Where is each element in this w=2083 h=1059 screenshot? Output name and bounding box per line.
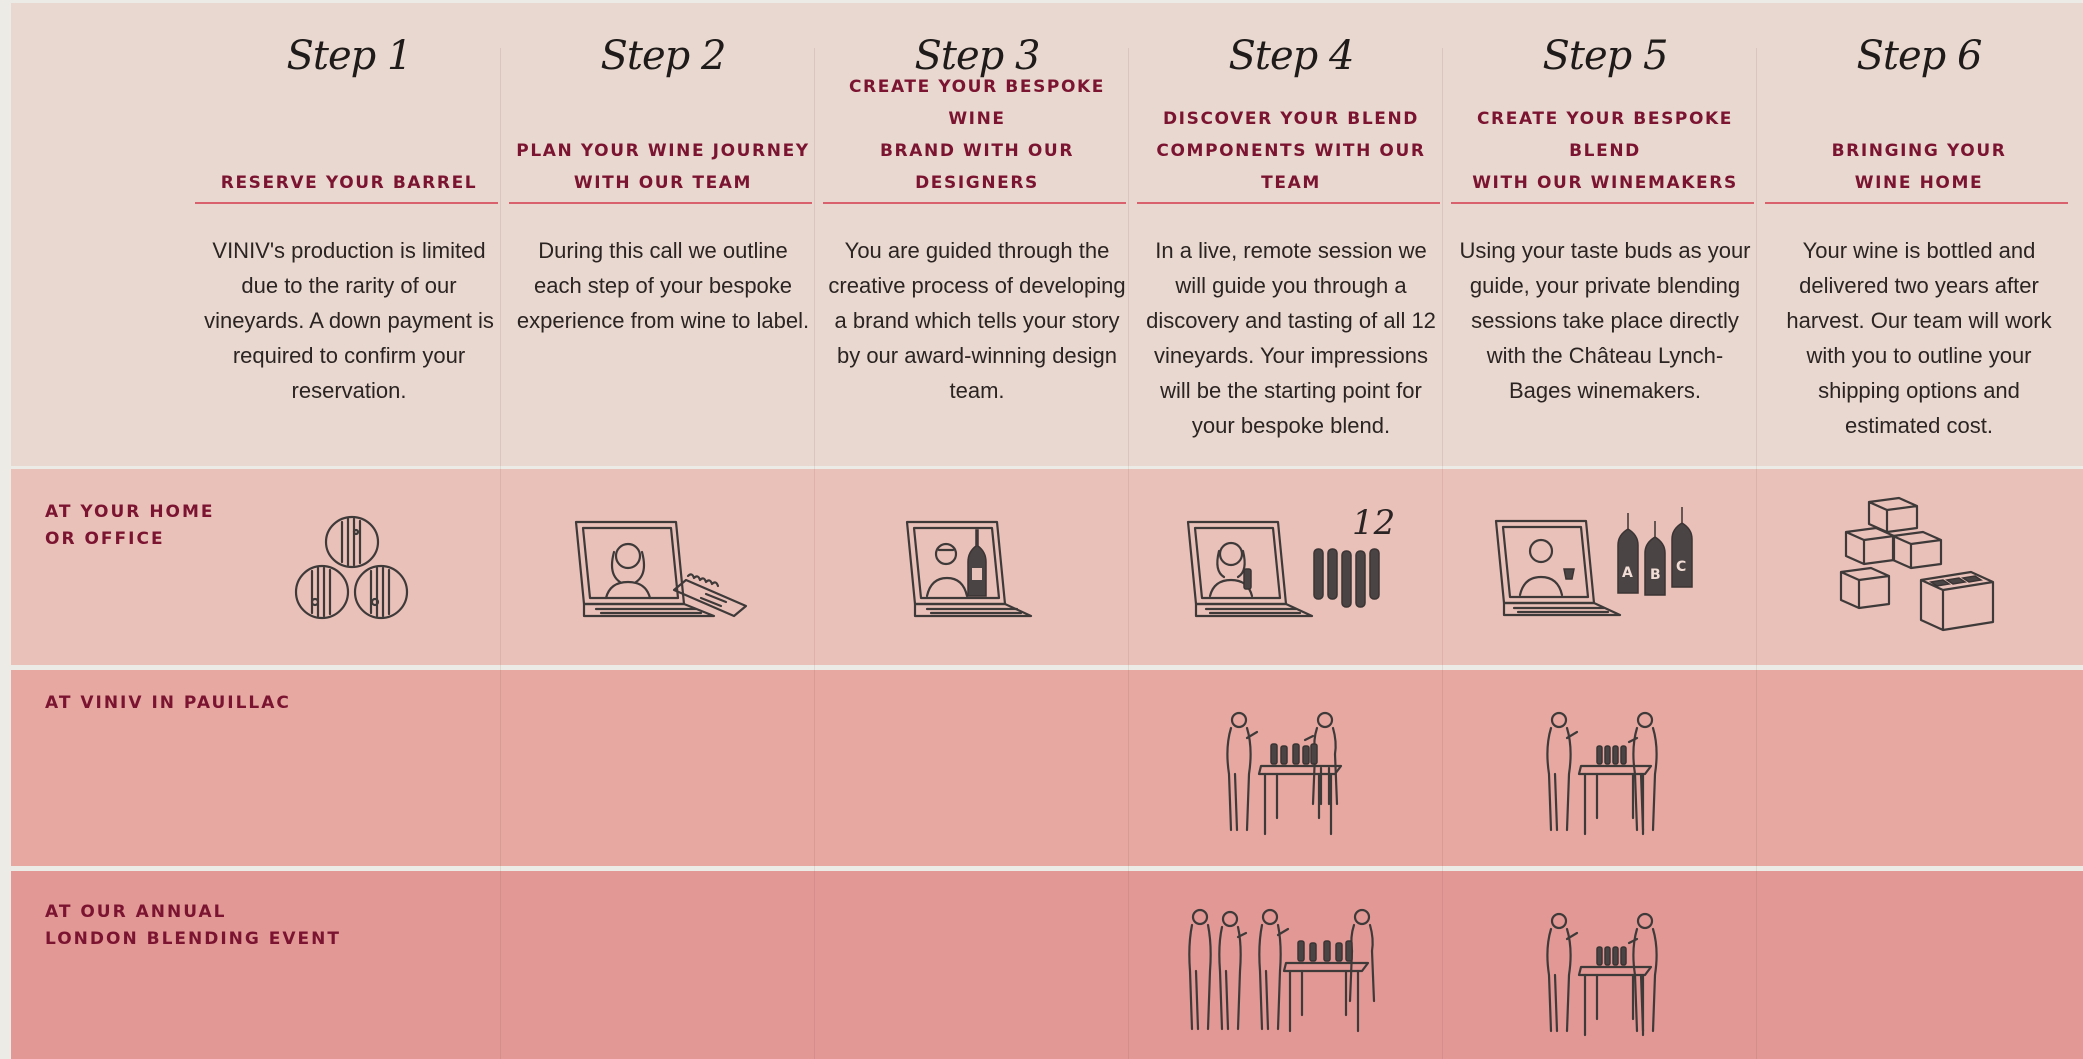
step-column-3 <box>820 3 1134 466</box>
column-divider <box>814 48 815 1059</box>
step-column-1 <box>192 3 506 466</box>
step-column-6 <box>1762 3 2076 466</box>
designer-laptop-icon <box>891 514 1071 634</box>
row-label-london: AT OUR ANNUAL LONDON BLENDING EVENT <box>45 902 341 949</box>
step-heading: CREATE YOUR BESPOKE WINE BRAND WITH OUR DESIGNERS <box>848 77 1106 193</box>
step-title: Step 3 <box>914 33 1040 79</box>
row-pauillac <box>11 670 2083 866</box>
row-label-pauillac: AT VINIV IN PAUILLAC <box>45 693 291 713</box>
step-description: During this call we outline each step of your bespoke experience from wine to label. <box>516 238 810 333</box>
barrels-icon <box>287 514 417 624</box>
bottle-label-a: A <box>1622 565 1633 581</box>
tasting-people-icon <box>1221 708 1351 838</box>
winemaker-session-icon <box>1541 909 1671 1039</box>
row-label-home: AT YOUR HOME OR OFFICE <box>45 502 215 549</box>
step-description: You are guided through the creative process of developing a brand which tells your story by our award-winning design team. <box>828 238 1126 403</box>
divider <box>823 202 1126 204</box>
step-description: VINIV's production is limited due to the rarity of our vineyards. A down payment is required to confirm your reservation. <box>204 238 494 403</box>
blending-laptop-icon <box>1486 499 1716 629</box>
video-call-laptop-icon <box>556 514 786 634</box>
step-title: Step 5 <box>1542 33 1668 79</box>
step-description: Your wine is bottled and delivered two years after harvest. Our team will work with you to outline your shipping options and estimated cost. <box>1786 238 2052 438</box>
step-heading: PLAN YOUR WINE JOURNEY WITH OUR TEAM <box>516 141 810 193</box>
step-heading: RESERVE YOUR BARREL <box>220 173 478 193</box>
tube-count-label: 12 <box>1352 503 1396 543</box>
divider <box>1137 202 1440 204</box>
step-column-4 <box>1134 3 1448 466</box>
steps-header <box>11 3 2083 466</box>
step-column-2 <box>506 3 820 466</box>
divider <box>1451 202 1754 204</box>
bottle-label-c: C <box>1676 559 1687 575</box>
step-title: Step 2 <box>600 33 726 79</box>
tasting-kit-laptop-icon <box>1176 489 1396 629</box>
row-home-office <box>11 469 2083 665</box>
winemaker-session-icon <box>1541 708 1671 838</box>
step-column-5 <box>1448 3 1762 466</box>
step-title: Step 1 <box>286 33 412 79</box>
divider <box>509 202 812 204</box>
blending-event-crowd-icon <box>1186 905 1386 1039</box>
process-table <box>11 3 2083 1059</box>
step-heading: CREATE YOUR BESPOKE BLEND WITH OUR WINEMAKERS <box>1472 109 1738 193</box>
divider <box>1765 202 2068 204</box>
step-description: Using your taste buds as your guide, your private blending sessions take place directly with the Château Lynch-Bages winemakers. <box>1459 238 1751 403</box>
step-title: Step 6 <box>1856 33 1982 79</box>
shipping-boxes-icon <box>1831 494 2011 634</box>
step-heading: DISCOVER YOUR BLEND COMPONENTS WITH OUR TEAM <box>1156 109 1426 193</box>
column-divider <box>1128 48 1129 1059</box>
step-heading: BRINGING YOUR WINE HOME <box>1831 141 2007 193</box>
step-title: Step 4 <box>1228 33 1354 79</box>
bottle-label-b: B <box>1650 567 1661 583</box>
column-divider <box>1756 48 1757 1059</box>
divider <box>195 202 498 204</box>
row-london-event <box>11 871 2083 1059</box>
column-divider <box>500 48 501 1059</box>
column-divider <box>1442 48 1443 1059</box>
step-description: In a live, remote session we will guide you through a discovery and tasting of all 12 vineyards. Your impressions will be the starting point for your bespoke blend. <box>1146 238 1436 438</box>
